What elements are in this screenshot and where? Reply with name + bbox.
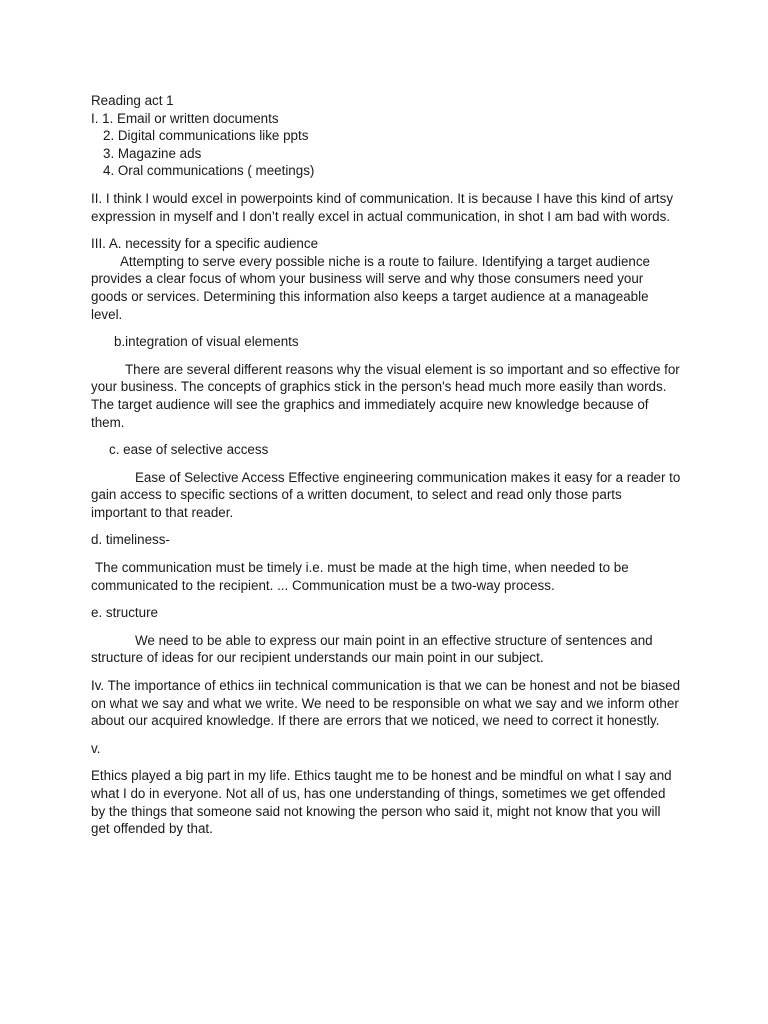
list-item: 2. Digital communications like ppts <box>103 128 309 144</box>
section-3e-text: We need to be able to express our main point in an effective structure of sentences and structure of ideas for our recipient understands our main point in our subject. <box>91 632 653 666</box>
section-3d-text: The communication must be timely i.e. must be made at the high time, when needed to be communicated to the recipient. ... Communication must be a two-way process. <box>91 560 629 593</box>
section-2-paragraph: II. I think I would excel in powerpoints kind of communication. It is because I have this kind of artsy expression in myself and I don’t really excel in actual communication, in shot I am bad with words. <box>91 190 674 224</box>
document-title: Reading act 1 <box>91 93 174 108</box>
section-3c-heading: c. ease of selective access <box>109 442 269 458</box>
section-3b-body <box>91 361 681 431</box>
section-3c-body <box>91 469 681 522</box>
list-item: 3. Magazine ads <box>103 145 202 161</box>
section-3a-body <box>91 253 681 323</box>
section-3e-body <box>91 632 681 667</box>
list-item: I. 1. Email or written documents <box>91 110 279 126</box>
section-3c-text: Ease of Selective Access Effective engineering communication makes it easy for a reader to gain access to specific sections of a written document, to select and read only those parts important to that reader. <box>91 469 681 520</box>
section-3d-body <box>91 559 681 594</box>
document-page <box>91 92 681 838</box>
section-3b-text: There are several different reasons why the visual element is so important and so effective for your business. The concepts of graphics stick in the person's head much more easily than words. The target audience will see the graphics and immediately acquire new knowledge because of them. <box>91 361 680 430</box>
section-3a-text: Attempting to serve every possible niche is a route to failure. Identifying a target audience provides a clear focus of whom your business will serve and why those consumers need your goods or services. Determining this information also keeps a target audience at a manageable level. <box>91 253 650 322</box>
list-item: 4. Oral communications ( meetings) <box>103 163 315 179</box>
section-3a-heading: III. A. necessity for a specific audience <box>91 236 319 252</box>
section-5-paragraph: Ethics played a big part in my life. Ethics taught me to be honest and be mindful on what I say and what I do in everyone. Not all of us, has one understanding of things, sometimes we get offended by the things that someone said not knowing the person who said it, might not know that you will get offended by that. <box>91 768 672 837</box>
section-3b-heading: b.integration of visual elements <box>114 334 299 350</box>
section-4-paragraph: Iv. The importance of ethics iin technical communication is that we can be honest and not be biased on what we say and what we write. We need to be responsible on what we say and we inform other about our acquired knowledge. If there are errors that we noticed, we need to correct it honestly. <box>91 678 681 729</box>
section-3d-heading: d. timeliness- <box>91 532 170 548</box>
section-3e-heading: e. structure <box>91 605 158 621</box>
section-5-heading: v. <box>91 740 101 756</box>
